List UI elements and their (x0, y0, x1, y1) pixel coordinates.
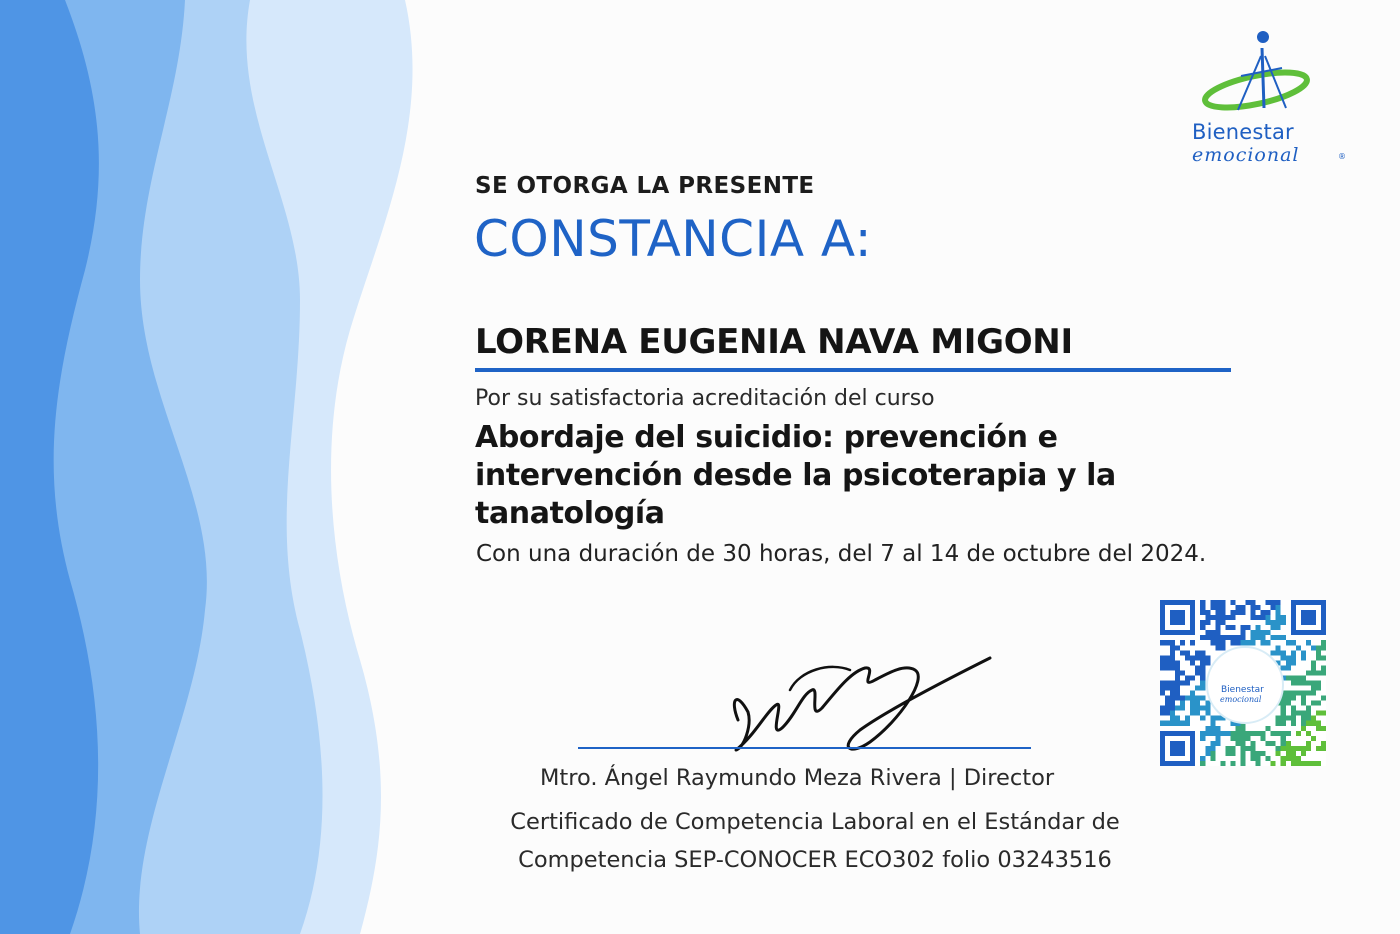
signature-line (578, 747, 1031, 749)
course-intro-text: Por su satisfactoria acreditación del curso (475, 386, 935, 411)
signatory-credential: Certificado de Competencia Laboral en el Estándar de Competencia SEP-CONOCER ECO302 folio 03243516 (510, 809, 1120, 873)
logo-figure-icon (1186, 28, 1356, 128)
recipient-name: LORENA EUGENIA NAVA MIGONI (475, 322, 1073, 362)
course-duration: Con una duración de 30 horas, del 7 al 14 de octubre del 2024. (476, 541, 1207, 567)
registered-mark: ® (1338, 152, 1346, 161)
certificate-title: CONSTANCIA A: (474, 210, 873, 268)
qr-logo-word-1: Bienestar (1221, 685, 1264, 695)
decorative-wave-border (0, 0, 460, 934)
name-underline (475, 368, 1231, 372)
course-title: Abordaje del suicidio: prevención e intervención desde la psicoterapia y la tanatología (475, 420, 1116, 531)
award-line: SE OTORGA LA PRESENTE (475, 173, 815, 199)
logo-wordmark-1: Bienestar (1192, 120, 1294, 144)
bienestar-emocional-logo (1186, 28, 1356, 170)
logo-wordmark-2: emocional (1192, 144, 1300, 166)
qr-logo-word-2: emocional (1220, 695, 1262, 704)
signatory-name: Mtro. Ángel Raymundo Meza Rivera | Director (540, 765, 1055, 791)
